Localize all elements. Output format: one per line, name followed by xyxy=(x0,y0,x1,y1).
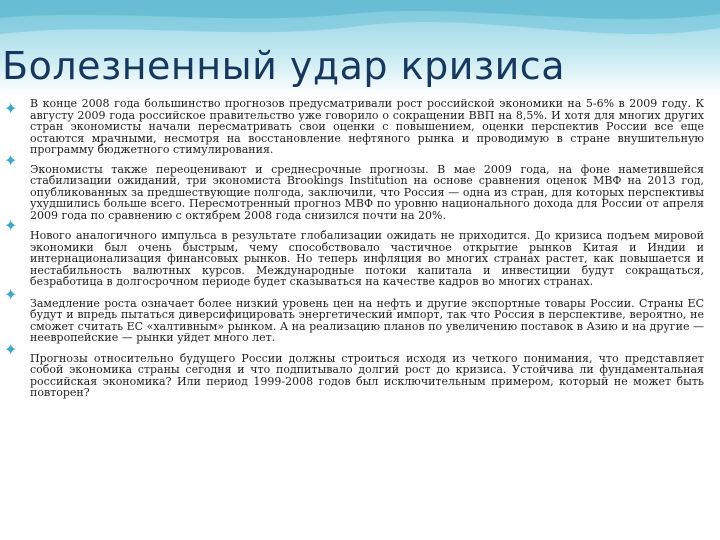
diamond-bullet-icon: ✦ xyxy=(4,284,18,304)
diamond-bullet-icon: ✦ xyxy=(4,99,18,118)
bullet-item xyxy=(4,216,704,288)
bullet-item xyxy=(4,339,704,399)
bullet-text: Нового аналогичного импульса в результате глобализации ожидать не приходится. До кризиса подъем мировой экономики был очень быстрым, чему способствовало частичное открытие рынков Китая и Индии и интернационализация финансовых рынков. Но теперь инфляция во многих странах растет, как повышается и нестабильность валютных курсов. Международные потоки капитала и инвестиции будут сокращаться, безработица в долгосрочном периоде будет сказываться на качестве кадров во многих странах. xyxy=(30,229,704,288)
diamond-bullet-icon: ✦ xyxy=(4,150,18,170)
slide-title: Болезненный удар кризиса xyxy=(2,44,565,88)
bullet-text: Прогнозы относительно будущего России должны строиться исходя из четкого понимания, что представляет собой экономика страны сегодня и что подпитывало долгий рост до кризиса. Устойчива ли фундаментальная российская экономика? Или период 1999-2008 годов был исключительным примером, который не может быть повторен? xyxy=(30,351,704,399)
bullet-item xyxy=(4,150,704,222)
bullet-item xyxy=(4,98,704,156)
bullet-text: Замедление роста означает более низкий уровень цен на нефть и другие экспортные товары России. Страны ЕС будут и впредь пытаться диверсифицировать энергетический импорт, так что Россия в перспективе, вероятно, не сможет считать ЕС «халтивным» рынком. А на реализацию планов по увеличению поставок в Азию и на другие — неевропейские — рынки уйдет много лет. xyxy=(30,296,704,344)
bullet-text: Экономисты также переоценивают и среднесрочные прогнозы. В мае 2009 года, на фоне наметившейся стабилизации ожиданий, три экономиста Brookings Institution на основе сравнения оценок МВФ на 2013 год, опубликованных за предшествующие полгода, заключили, что Россия — одна из стран, для которых перспективы ухудшились больше всего. Пересмотренный прогноз МВФ по уровню национального дохода для России от апреля 2009 года по сравнению с октябрем 2008 года снизился почти на 20%. xyxy=(30,162,704,222)
bullet-item xyxy=(4,284,704,344)
bullet-list xyxy=(4,98,704,399)
bullet-text: В конце 2008 года большинство прогнозов предусматривали рост российской экономики на 5-6% в 2009 году. К августу 2009 года российское правительство уже говорило о сокращении ВВП на 8,5%. И хотя для многих других стран экономисты начали пересматривать свои оценки с повышением, оценки перспектив России все еще остаются мрачными, несмотря на восстановление нефтяного рынка и проводимую в стране внушительную программу бюджетного стимулирования. xyxy=(30,97,704,156)
diamond-bullet-icon: ✦ xyxy=(4,339,18,359)
diamond-bullet-icon: ✦ xyxy=(4,216,18,235)
